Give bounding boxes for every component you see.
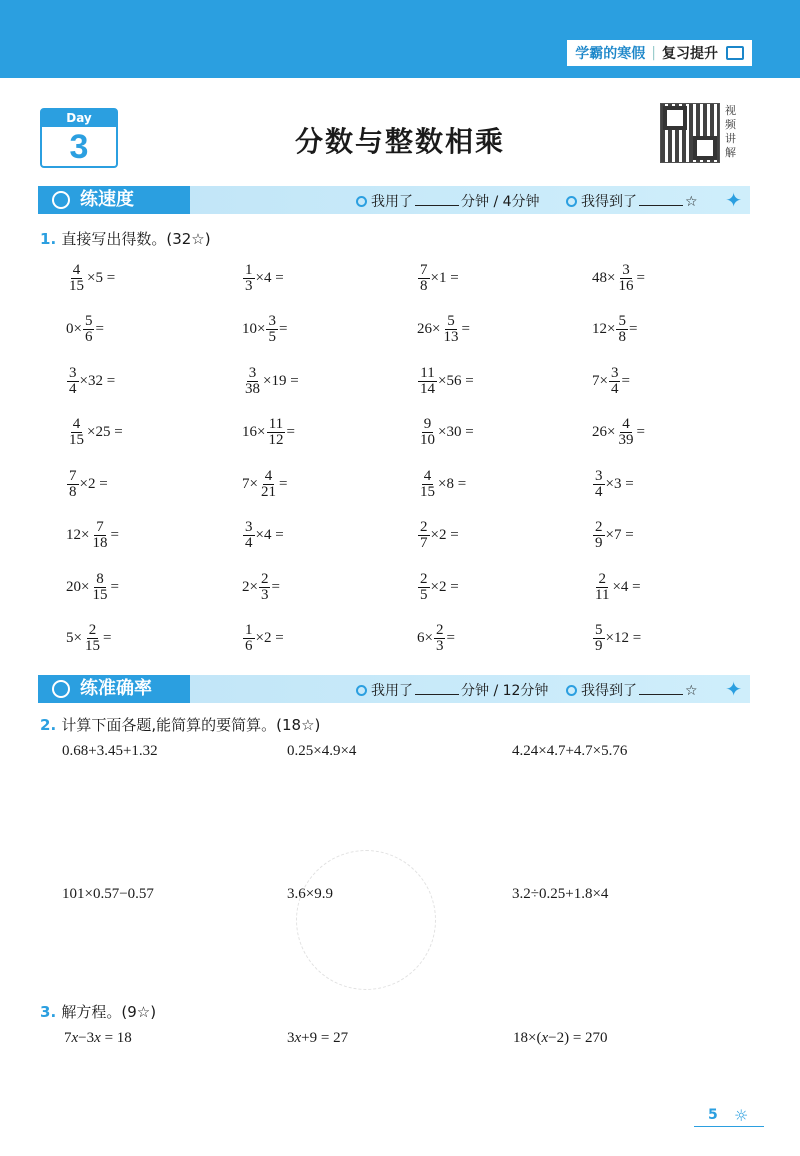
fraction: $\frac{3}{16}$ xyxy=(618,261,634,294)
calc-item: 3.6×9.9 xyxy=(287,886,333,902)
fraction: $\frac{1}{6}$ xyxy=(245,622,253,654)
mental-math-item: $\frac{4}{15}$ ×8 = xyxy=(420,467,467,500)
fraction: $\frac{2}{3}$ xyxy=(435,622,444,654)
mental-math-item: 20× $\frac{8}{15}$ = xyxy=(66,570,119,603)
page-title: 分数与整数相乘 xyxy=(294,125,505,158)
star-decoration-icon: ✦ xyxy=(725,188,742,212)
time-blank-1[interactable] xyxy=(415,205,459,206)
fraction: $\frac{3}{4}$ xyxy=(610,364,619,397)
mental-math-item: $\frac{3}{4}$ ×32 = xyxy=(69,364,116,397)
mental-math-item: 6× $\frac{2}{3}$ = xyxy=(417,622,455,654)
fraction: $\frac{7}{8}$ xyxy=(420,261,428,294)
drop-icon xyxy=(356,196,367,207)
mental-math-item: $\frac{2}{11}$ ×4 = xyxy=(595,570,641,603)
question-2-text: 计算下面各题,能简算的要简算。(18☆) xyxy=(61,716,321,734)
page-number-rule xyxy=(694,1126,764,1127)
mental-math-item: 26× $\frac{4}{39}$ = xyxy=(592,416,645,448)
mental-math-item: 7× $\frac{4}{21}$ = xyxy=(242,467,288,500)
equation-item: 7x−3x = 18 xyxy=(64,1030,132,1046)
fraction: $\frac{2}{3}$ xyxy=(260,570,269,603)
fraction: $\frac{4}{39}$ xyxy=(618,416,634,448)
mental-math-item: $\frac{4}{15}$ ×25 = xyxy=(69,416,123,448)
series-subtitle: 复习提升 xyxy=(662,46,718,62)
fraction: $\frac{11}{14}$ xyxy=(420,364,435,397)
time-suffix-2: 分钟 / 12分钟 xyxy=(461,683,549,699)
qr-code-icon[interactable] xyxy=(660,103,720,163)
question-3-heading: 3. 解方程。(9☆) xyxy=(40,1003,157,1021)
fraction: $\frac{4}{15}$ xyxy=(69,416,84,448)
fraction: $\frac{3}{4}$ xyxy=(69,364,77,397)
series-name: 学霸的寒假 xyxy=(575,46,646,62)
book-icon xyxy=(726,46,744,60)
drop-icon xyxy=(356,685,367,696)
calc-item: 3.2÷0.25+1.8×4 xyxy=(512,886,609,902)
mental-math-item: $\frac{7}{8}$ ×1 = xyxy=(420,261,459,294)
time-prefix-1: 我用了 xyxy=(371,194,413,210)
series-separator: | xyxy=(651,45,656,61)
fraction: $\frac{3}{4}$ xyxy=(245,519,253,551)
fraction: $\frac{3}{5}$ xyxy=(268,313,276,345)
mental-math-item: 0× $\frac{5}{6}$ = xyxy=(66,313,104,345)
mental-math-item: $\frac{2}{7}$ ×2 = xyxy=(420,519,459,551)
score-prefix-2: 我得到了 xyxy=(581,683,637,699)
question-1-heading: 1. 直接写出得数。(32☆) xyxy=(40,230,211,248)
fraction: $\frac{5}{9}$ xyxy=(595,622,603,654)
score-prefix-1: 我得到了 xyxy=(581,194,637,210)
stopwatch-icon xyxy=(52,191,70,209)
fraction: $\frac{2}{5}$ xyxy=(420,570,428,603)
score-got-1 xyxy=(566,191,698,211)
fraction: $\frac{7}{8}$ xyxy=(69,467,77,500)
fraction: $\frac{3}{4}$ xyxy=(595,467,603,500)
section-speed-bar xyxy=(38,186,750,214)
equation-item: 18×(x−2) = 270 xyxy=(513,1030,608,1046)
time-suffix-1: 分钟 / 4分钟 xyxy=(461,194,540,210)
fraction: $\frac{7}{18}$ xyxy=(92,519,108,551)
time-blank-2[interactable] xyxy=(415,694,459,695)
target-icon xyxy=(52,680,70,698)
mental-math-item: $\frac{2}{9}$ ×7 = xyxy=(595,519,634,551)
mental-math-item: 5× $\frac{2}{15}$ = xyxy=(66,622,112,654)
question-1-number: 1 xyxy=(40,230,51,248)
question-2-heading: 2. 计算下面各题,能简算的要简算。(18☆) xyxy=(40,716,321,734)
equation-item: 3x+9 = 27 xyxy=(287,1030,349,1046)
mental-math-item: 12× $\frac{5}{8}$ = xyxy=(592,313,638,345)
mental-math-item: $\frac{3}{4}$ ×3 = xyxy=(595,467,634,500)
calc-item: 0.25×4.9×4 xyxy=(287,743,357,759)
section-speed-text: 练速度 xyxy=(80,189,134,210)
score-blank-2[interactable] xyxy=(639,694,683,695)
time-prefix-2: 我用了 xyxy=(371,683,413,699)
section-accuracy-bar xyxy=(38,675,750,703)
mental-math-item: $\frac{3}{38}$ ×19 = xyxy=(245,364,299,397)
mental-math-item: $\frac{7}{8}$ ×2 = xyxy=(69,467,108,500)
mental-math-item: $\frac{4}{15}$ ×5 = xyxy=(69,261,116,294)
mental-math-item: $\frac{2}{5}$ ×2 = xyxy=(420,570,459,603)
check-icon xyxy=(566,685,577,696)
fraction: $\frac{4}{15}$ xyxy=(420,467,435,500)
fraction: $\frac{1}{3}$ xyxy=(245,261,253,294)
top-banner xyxy=(0,0,800,78)
mental-math-item: 2× $\frac{2}{3}$ = xyxy=(242,570,280,603)
time-used-1 xyxy=(356,191,540,211)
fraction: $\frac{2}{7}$ xyxy=(420,519,428,551)
fraction: $\frac{5}{13}$ xyxy=(443,313,459,345)
day-number: 3 xyxy=(69,128,89,166)
fraction: $\frac{5}{6}$ xyxy=(84,313,93,345)
fraction: $\frac{8}{15}$ xyxy=(92,570,108,603)
question-3-number: 3 xyxy=(40,1003,51,1021)
score-got-2 xyxy=(566,680,698,700)
series-tag xyxy=(567,40,752,66)
mental-math-item: $\frac{9}{10}$ ×30 = xyxy=(420,416,474,448)
mental-math-item: $\frac{3}{4}$ ×4 = xyxy=(245,519,284,551)
score-star-2: ☆ xyxy=(685,683,698,699)
fraction: $\frac{2}{9}$ xyxy=(595,519,603,551)
fraction: $\frac{11}{12}$ xyxy=(268,416,284,448)
fraction: $\frac{2}{11}$ xyxy=(595,570,610,603)
mental-math-item: $\frac{5}{9}$ ×12 = xyxy=(595,622,642,654)
fraction: $\frac{5}{8}$ xyxy=(618,313,626,345)
mental-math-item: 7× $\frac{3}{4}$ = xyxy=(592,364,630,397)
score-star-1: ☆ xyxy=(685,194,698,210)
fraction: $\frac{2}{15}$ xyxy=(84,622,100,654)
section-accuracy-label xyxy=(38,675,190,703)
calc-item: 4.24×4.7+4.7×5.76 xyxy=(512,743,628,759)
mental-math-item: 48× $\frac{3}{16}$ = xyxy=(592,261,645,294)
fraction: $\frac{4}{21}$ xyxy=(260,467,276,500)
mental-math-item: 12× $\frac{7}{18}$ = xyxy=(66,519,119,551)
mental-math-item: $\frac{1}{6}$ ×2 = xyxy=(245,622,284,654)
check-icon xyxy=(566,196,577,207)
section-accuracy-text: 练准确率 xyxy=(80,678,152,699)
day-label: Day xyxy=(42,110,116,127)
mental-math-item: 16× $\frac{11}{12}$ = xyxy=(242,416,295,448)
time-used-2 xyxy=(356,680,548,700)
fraction: $\frac{9}{10}$ xyxy=(420,416,435,448)
star-decoration-icon: ✦ xyxy=(725,677,742,701)
sun-decoration-icon: ☼ xyxy=(734,1106,749,1125)
mental-math-item: $\frac{1}{3}$ ×4 = xyxy=(245,261,284,294)
fraction: $\frac{4}{15}$ xyxy=(69,261,84,294)
score-blank-1[interactable] xyxy=(639,205,683,206)
qr-caption: 视频讲解 xyxy=(725,104,736,159)
mental-math-item: 10× $\frac{3}{5}$ = xyxy=(242,313,288,345)
calc-item: 0.68+3.45+1.32 xyxy=(62,743,158,759)
calc-item: 101×0.57−0.57 xyxy=(62,886,154,902)
section-speed-label xyxy=(38,186,190,214)
page-number: 5 xyxy=(708,1107,718,1123)
question-1-text: 直接写出得数。(32☆) xyxy=(61,230,211,248)
mental-math-item: 26× $\frac{5}{13}$ = xyxy=(417,313,470,345)
question-2-number: 2 xyxy=(40,716,51,734)
day-badge xyxy=(40,108,118,168)
mental-math-item: $\frac{11}{14}$ ×56 = xyxy=(420,364,474,397)
watermark-stamp xyxy=(296,850,436,990)
fraction: $\frac{3}{38}$ xyxy=(245,364,260,397)
question-3-text: 解方程。(9☆) xyxy=(61,1003,157,1021)
